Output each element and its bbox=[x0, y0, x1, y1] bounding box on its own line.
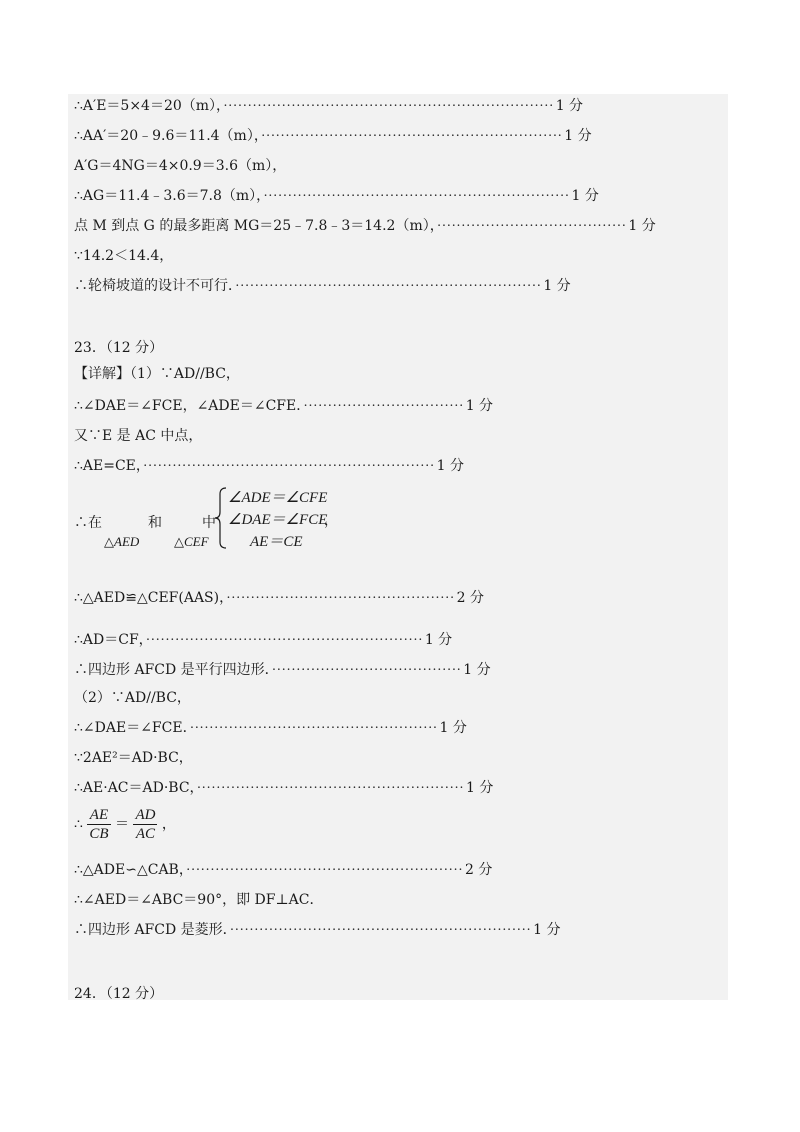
line-congruent: ∴△AED≌△CEF(AAS)，··············································· 2 分 bbox=[74, 590, 484, 606]
line-rhombus: ∴四边形 AFCD 是菱形．······························································ 1 分 bbox=[74, 922, 561, 938]
system-triangle-cef: △CEF bbox=[174, 534, 209, 549]
line-part-2: （2）∵AD//BC， bbox=[74, 690, 191, 706]
line-1: ∴A′E＝5×4＝20（m），···································································· 1 分 bbox=[74, 98, 584, 114]
equation-system bbox=[74, 486, 374, 556]
line-angles-1: ∴∠DAE＝∠FCE，∠ADE＝∠CFE．································· 1 分 bbox=[74, 398, 494, 414]
line-perpendicular: ∴∠AED＝∠ABC＝90°，即 DF⊥AC． bbox=[74, 892, 324, 908]
fraction-ae-cb: $\frac{AE}{CB}$ bbox=[89, 807, 109, 842]
line-4: ∴AG＝11.4﹣3.6＝7.8（m），······························································· 1 分 bbox=[74, 188, 599, 204]
system-row-1: ∠ADE＝∠CFE bbox=[228, 490, 328, 506]
system-row-3: AE＝CE bbox=[250, 534, 303, 550]
line-product: ∴AE·AC＝AD·BC，······················································· 1 分 bbox=[74, 780, 494, 796]
line-ae-ce: ∴AE=CE，···························································· 1 分 bbox=[74, 458, 464, 474]
system-and: 和 bbox=[148, 515, 162, 531]
line-ad-cf: ∴AD＝CF，························································· 1 分 bbox=[74, 632, 453, 648]
line-5: 点 M 到点 G 的最多距离 MG＝25﹣7.8﹣3＝14.2（m），······································· 1 分 bbox=[74, 218, 656, 234]
line-7: ∴轮椅坡道的设计不可行．······························································· 1 分 bbox=[74, 278, 571, 294]
system-triangle-aed: △AED bbox=[104, 534, 140, 549]
line-given: ∵2AE²＝AD·BC， bbox=[74, 750, 193, 766]
line-midpoint: 又∵E 是 AC 中点， bbox=[74, 428, 203, 444]
fraction-ad-ac: $\frac{AD}{AC}$ bbox=[135, 807, 156, 842]
line-angles-2: ∴∠DAE＝∠FCE．··················································· 1 分 bbox=[74, 720, 467, 736]
system-suffix: ， bbox=[324, 513, 338, 529]
question-24-heading: 24．（12 分） bbox=[74, 986, 164, 1002]
question-23-heading: 23．（12 分） bbox=[74, 340, 164, 356]
line-3: A′G＝4NG＝4×0.9＝3.6（m）， bbox=[74, 158, 287, 174]
line-detail-1: 【详解】（1）∵AD//BC， bbox=[74, 366, 240, 382]
system-prefix: ∴在 bbox=[74, 515, 102, 531]
system-zhong: 中 bbox=[202, 515, 216, 531]
line-6: ∵14.2＜14.4， bbox=[74, 248, 174, 264]
line-2: ∴AA′＝20﹣9.6＝11.4（m），······························································ 1 分 bbox=[74, 128, 592, 144]
line-ratio: ∴ $\frac{AE}{CB}$ ＝ $\frac{AD}{AC}$ ， bbox=[74, 807, 176, 842]
line-similar: ∴△ADE∽△CAB，························································· 2 分 bbox=[74, 862, 493, 878]
system-row-2: ∠DAE＝∠FCE bbox=[228, 512, 328, 528]
line-parallelogram: ∴四边形 AFCD 是平行四边形．······································· 1 分 bbox=[74, 662, 491, 678]
